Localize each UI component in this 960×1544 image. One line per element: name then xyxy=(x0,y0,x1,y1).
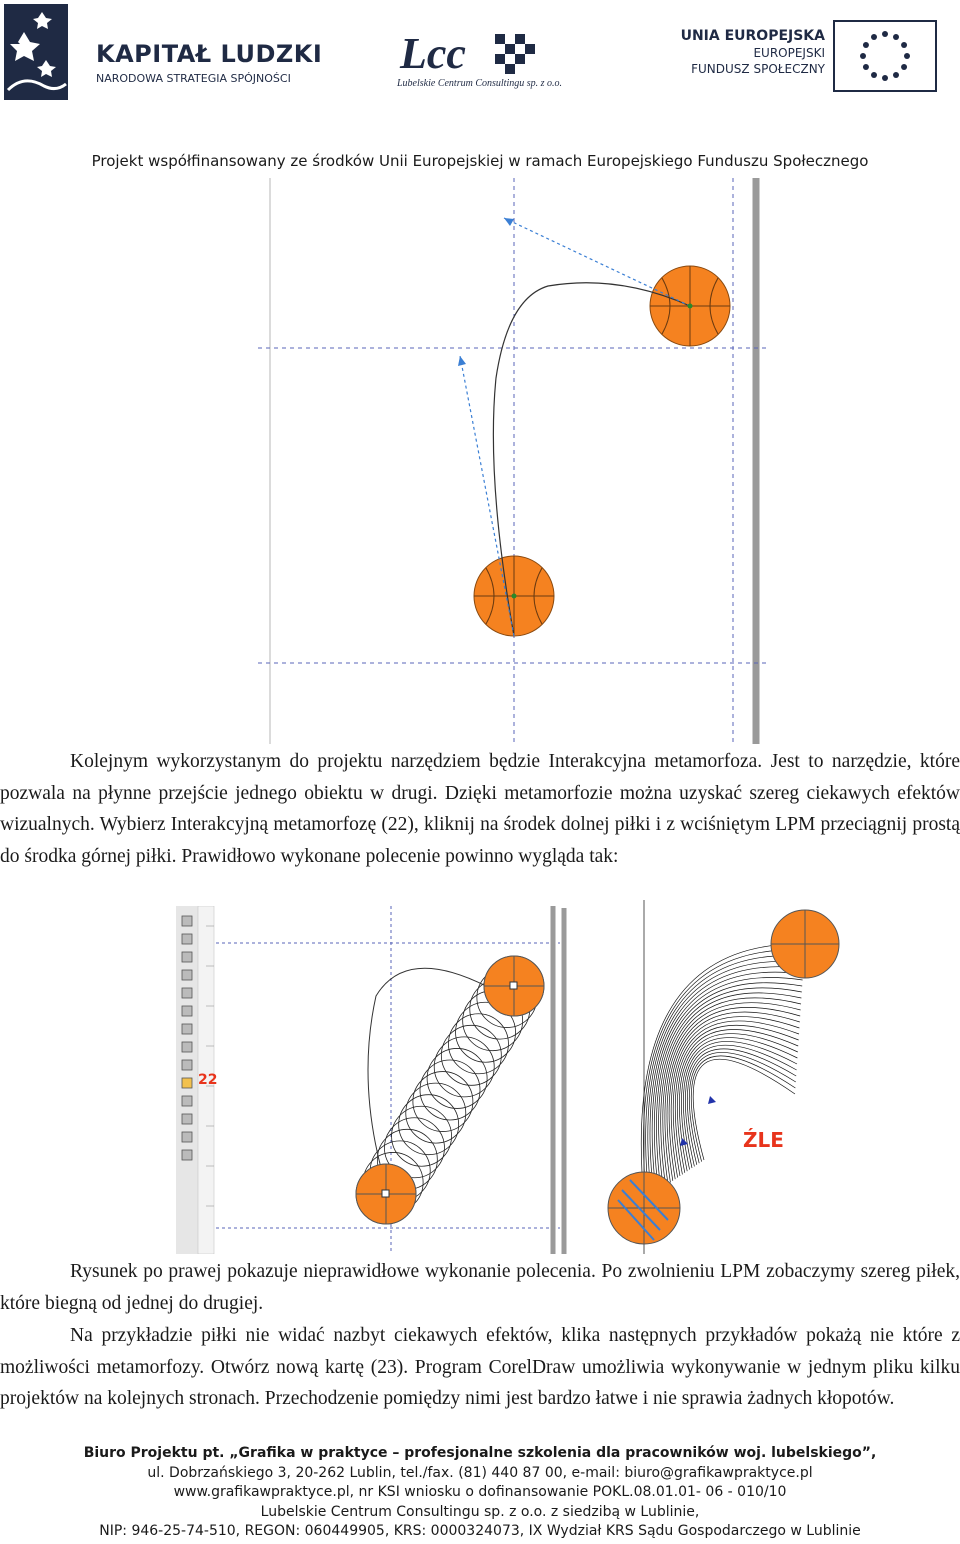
lcc-subtitle: Lubelskie Centrum Consultingu sp. z o.o. xyxy=(397,78,563,89)
footer-line-2: ul. Dobrzańskiego 3, 20-262 Lublin, tel./fax. (81) 440 87 00, e-mail: biuro@grafikawpraktyce.pl xyxy=(147,1464,813,1481)
wrong-blend-figure xyxy=(560,900,860,1254)
cofunded-notice: Projekt współfinansowany ze środków Unii Europejskiej w ramach Europejskiego Funduszu Społecznego xyxy=(91,152,869,170)
page-footer xyxy=(0,1444,960,1542)
paragraph-next-text: Na przykładzie piłki nie widać nazbyt ciekawych efektów, klika następnych przykładów pokażą nie które z możliwości metamorfozy. Otwórz nową kartę (23). Program CorelDraw umożliwia wykonywanie w jednym pliku kilku projektów na kolejnych stronach. Przechodzenie pomiędzy nimi jest bardzo łatwe i nie sprawia żadnych kłopotów. xyxy=(0,1325,960,1409)
wrong-label: ŹLE xyxy=(743,1128,784,1152)
wrong-blend-arc xyxy=(650,967,803,1194)
kapital-ludzki-logo xyxy=(4,4,324,100)
eu-star-icon xyxy=(860,53,866,59)
paragraph-wrong-explanation xyxy=(0,1256,960,1319)
eu-star-icon xyxy=(893,34,899,40)
lcc-wordmark: Lcc xyxy=(400,29,466,78)
footer-line-1: Biuro Projektu pt. „Grafika w praktyce – profesjonalne szkolenia dla pracowników woj. lubelskiego”, xyxy=(83,1445,877,1461)
wrong-blend-arc xyxy=(671,1017,799,1178)
eu-line-3: FUNDUSZ SPOŁECZNY xyxy=(691,62,825,76)
paragraph-next-steps xyxy=(0,1320,960,1415)
metamorphosis-canvas-figure xyxy=(258,178,768,744)
wrong-blend-arc xyxy=(646,956,805,1197)
paragraph-intro xyxy=(0,746,960,872)
lcc-logo xyxy=(395,20,595,100)
eu-star-icon xyxy=(882,75,888,81)
kapital-ludzki-subtitle: NARODOWA STRATEGIA SPÓJNOŚCI xyxy=(96,72,291,85)
checker-icon xyxy=(495,34,535,74)
paragraph-intro-text: Kolejnym wykorzystanym do projektu narzędziem będzie Interakcyjna metamorfoza. Jest to narzędzie, które pozwala na płynne przejście jednego obiektu w drugi. Dzięki metamorfozie można uzyskać szereg ciekawych efektów wizualnych. Wybierz Interakcyjną metamorfozę (22), kliknij na środek dolnej piłki i z wciśniętym LPM przeciągnij prostą do środka górnej piłki. Prawidłowo wykonane polecenie powinno wygląda tak: xyxy=(0,751,960,867)
eu-star-icon xyxy=(893,72,899,78)
basketball-top-wrong xyxy=(771,910,839,978)
wrong-blend-arc xyxy=(641,944,805,1200)
eu-star-icon xyxy=(863,64,869,70)
eu-star-icon xyxy=(901,42,907,48)
correct-blend-figure xyxy=(216,906,560,1254)
footer-line-3: www.grafikawpraktyce.pl, nr KSI wniosku o dofinansowanie POKL.08.01.01- 06 - 010/10 xyxy=(173,1484,787,1500)
footer-line-5: NIP: 946-25-74-510, REGON: 060449905, KRS: 0000324073, IX Wydział KRS Sądu Gospodarczego w Lublinie xyxy=(99,1523,861,1539)
basketball-bottom-wrong xyxy=(608,1172,680,1244)
eu-line-1: UNIA EUROPEJSKA xyxy=(680,28,825,44)
eu-star-icon xyxy=(863,42,869,48)
eu-star-icon xyxy=(904,53,910,59)
kapital-ludzki-title: KAPITAŁ LUDZKI xyxy=(96,40,323,68)
eu-flag-icon xyxy=(833,20,937,92)
eu-line-2: EUROPEJSKI xyxy=(753,46,825,60)
paragraph-wrong-text: Rysunek po prawej pokazuje nieprawidłowe wykonanie polecenia. Po zwolnieniu LPM zobaczymy szereg piłek, które biegną od jednej do drugiej. xyxy=(0,1261,960,1314)
tool-22-label: 22 xyxy=(198,1072,218,1088)
kapital-ludzki-emblem-icon xyxy=(4,4,84,100)
wrong-blend-arc xyxy=(669,1012,800,1179)
eu-star-icon xyxy=(871,34,877,40)
eu-star-icon xyxy=(871,72,877,78)
eu-fund-text xyxy=(680,28,825,76)
footer-line-4: Lubelskie Centrum Consultingu sp. z o.o. z siedzibą w Lublinie, xyxy=(260,1503,700,1520)
eu-star-icon xyxy=(901,64,907,70)
eu-star-icon xyxy=(882,31,888,37)
